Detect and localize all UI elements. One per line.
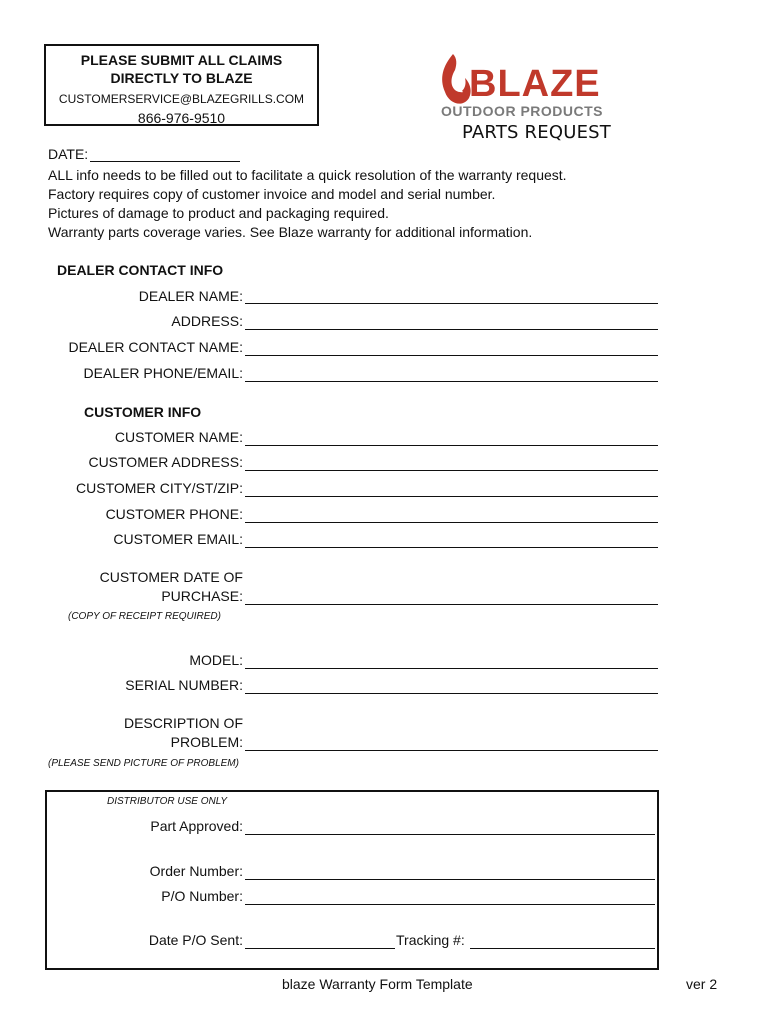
dealer-address-input[interactable] bbox=[245, 329, 658, 330]
customer-service-email[interactable]: CUSTOMERSERVICE@BLAZEGRILLS.COM bbox=[58, 92, 305, 106]
customer-address-input[interactable] bbox=[245, 470, 658, 471]
customer-service-phone[interactable]: 866-976-9510 bbox=[137, 110, 226, 126]
customer-email-label: CUSTOMER EMAIL: bbox=[113, 531, 243, 547]
purchase-date-input[interactable] bbox=[245, 604, 658, 605]
order-number-input[interactable] bbox=[245, 879, 655, 880]
instruction-line: Pictures of damage to product and packaging required. bbox=[48, 205, 389, 221]
dealer-phone-email-label: DEALER PHONE/EMAIL: bbox=[83, 365, 243, 381]
dealer-contact-name-input[interactable] bbox=[245, 355, 658, 356]
customer-address-label: CUSTOMER ADDRESS: bbox=[88, 454, 243, 470]
blaze-logo bbox=[435, 48, 615, 120]
description-input[interactable] bbox=[245, 750, 658, 751]
po-number-label: P/O Number: bbox=[161, 888, 243, 904]
instruction-line: ALL info needs to be filled out to facilitate a quick resolution of the warranty request. bbox=[48, 167, 567, 183]
submit-claims-heading-1: PLEASE SUBMIT ALL CLAIMS bbox=[80, 52, 283, 68]
footer-version: ver 2 bbox=[686, 976, 718, 992]
date-label: DATE: bbox=[48, 146, 89, 162]
tracking-label: Tracking #: bbox=[396, 932, 465, 948]
order-number-label: Order Number: bbox=[149, 863, 243, 879]
serial-number-label: SERIAL NUMBER: bbox=[125, 677, 243, 693]
dealer-address-label: ADDRESS: bbox=[171, 313, 243, 329]
customer-phone-input[interactable] bbox=[245, 522, 658, 523]
customer-phone-label: CUSTOMER PHONE: bbox=[105, 506, 243, 522]
customer-name-input[interactable] bbox=[245, 445, 658, 446]
dealer-name-input[interactable] bbox=[245, 303, 658, 304]
submit-claims-box bbox=[44, 44, 319, 126]
date-po-sent-input[interactable] bbox=[245, 948, 395, 949]
purchase-date-label-2: PURCHASE: bbox=[161, 588, 243, 604]
po-number-input[interactable] bbox=[245, 904, 655, 905]
receipt-note: (COPY OF RECEIPT REQUIRED) bbox=[68, 611, 221, 622]
svg-text:OUTDOOR PRODUCTS: OUTDOOR PRODUCTS bbox=[441, 103, 603, 119]
instruction-line: Factory requires copy of customer invoice and model and serial number. bbox=[48, 186, 496, 202]
model-input[interactable] bbox=[245, 668, 658, 669]
blaze-flame-icon bbox=[435, 48, 615, 120]
date-field bbox=[48, 146, 240, 162]
date-po-sent-label: Date P/O Sent: bbox=[148, 932, 243, 948]
customer-name-label: CUSTOMER NAME: bbox=[114, 429, 243, 445]
date-input-line[interactable] bbox=[90, 147, 240, 162]
dealer-section-title: DEALER CONTACT INFO bbox=[57, 262, 224, 278]
footer-title: blaze Warranty Form Template bbox=[282, 976, 473, 992]
part-approved-label: Part Approved: bbox=[150, 818, 243, 834]
purchase-date-label-1: CUSTOMER DATE OF bbox=[99, 569, 243, 585]
instructions bbox=[48, 166, 567, 242]
description-label-2: PROBLEM: bbox=[170, 734, 243, 750]
picture-note: (PLEASE SEND PICTURE OF PROBLEM) bbox=[48, 758, 239, 769]
customer-email-input[interactable] bbox=[245, 547, 658, 548]
customer-city-st-zip-label: CUSTOMER CITY/ST/ZIP: bbox=[76, 480, 243, 496]
svg-text:BLAZE: BLAZE bbox=[469, 63, 601, 105]
form-title: PARTS REQUEST bbox=[462, 122, 611, 143]
tracking-input[interactable] bbox=[470, 948, 655, 949]
dealer-phone-email-input[interactable] bbox=[245, 381, 658, 382]
model-label: MODEL: bbox=[189, 652, 243, 668]
description-label-1: DESCRIPTION OF bbox=[123, 715, 243, 731]
dealer-name-label: DEALER NAME: bbox=[138, 288, 243, 304]
submit-claims-heading-2: DIRECTLY TO BLAZE bbox=[110, 70, 253, 86]
distributor-box bbox=[45, 790, 659, 970]
dealer-contact-name-label: DEALER CONTACT NAME: bbox=[68, 339, 243, 355]
customer-city-st-zip-input[interactable] bbox=[245, 496, 658, 497]
distributor-title: DISTRIBUTOR USE ONLY bbox=[107, 796, 228, 807]
instruction-line: Warranty parts coverage varies. See Blaze warranty for additional information. bbox=[48, 224, 533, 240]
customer-section-title: CUSTOMER INFO bbox=[84, 404, 202, 420]
part-approved-input[interactable] bbox=[245, 834, 655, 835]
serial-number-input[interactable] bbox=[245, 693, 658, 694]
